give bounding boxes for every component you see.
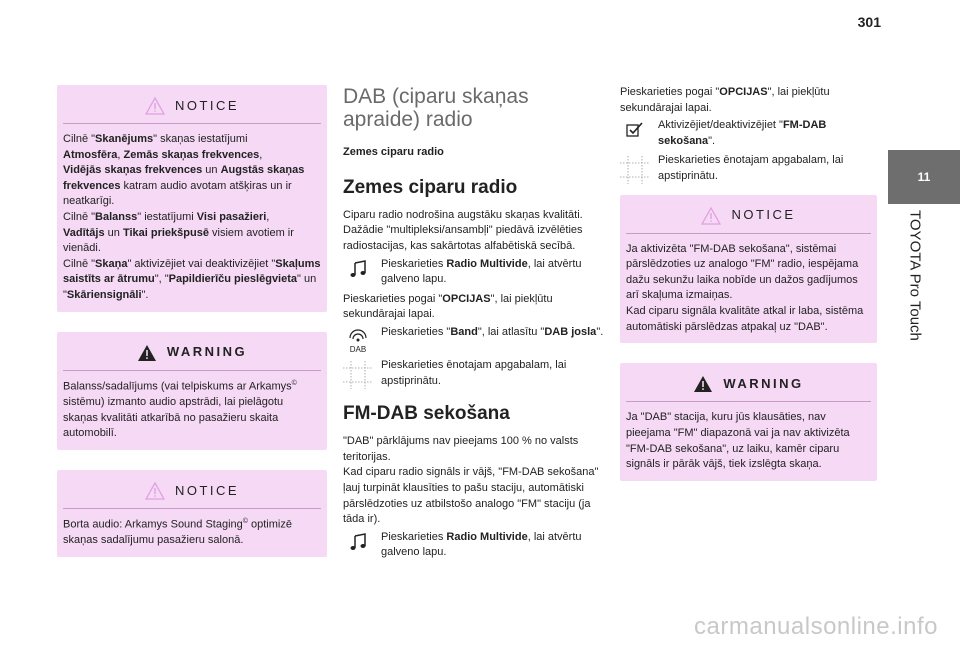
step-text: Pieskarieties Radio Multivide, lai atvērtu galveno lapu. <box>381 257 582 286</box>
notice-text: Ja aktivizēta "FM-DAB sekošana", sistēmai pārslēdzoties uz analogo "FM" radio, iespējama dažu sekunžu laika nobīde un dažos gadījumos arī skaļuma izmaiņas. <box>626 242 859 302</box>
notice-triangle-icon <box>701 207 721 225</box>
music-note-icon <box>349 533 367 551</box>
warning-header <box>63 340 321 371</box>
checkbox-icon <box>626 121 644 137</box>
side-title <box>879 210 951 380</box>
side-title-text: TOYOTA Pro Touch <box>906 210 924 341</box>
warning-box-2 <box>620 363 877 480</box>
dab-radio-icon <box>344 328 372 354</box>
column-right <box>620 85 877 501</box>
chapter-tab: 11 <box>888 150 960 204</box>
warning-label: WARNING <box>166 344 248 360</box>
notice-text: Borta audio: Arkamys Sound Staging© optimizē skaņas sadalījumu pasažieru salonā. <box>63 517 292 547</box>
notice-header <box>626 203 871 234</box>
warning-triangle-icon <box>137 344 157 362</box>
step-row <box>343 530 606 561</box>
warning-header <box>626 371 871 402</box>
notice-text: Cilnē "Balanss" iestatījumi Visi pasažieri, Vadītājs un Tikai priekšpusē visiem avotiem ir vienādi. <box>63 211 294 255</box>
step-row <box>620 153 877 184</box>
paragraph: Kad ciparu radio signāls ir vājš, "FM-DAB sekošana" ļauj turpināt klausīties to pašu staciju, automātiski pārslēdzoties uz atbilstošo analogo "FM" staciju (ja tāda ir). <box>343 466 599 526</box>
music-note-icon <box>349 260 367 278</box>
notice-text: Kad ciparu signāla kvalitāte atkal ir laba, sistēma automātiski pārslēdzas atpakaļ uz "DAB". <box>626 305 864 333</box>
notice-label: NOTICE <box>174 97 240 113</box>
warning-box <box>57 332 327 450</box>
warning-triangle-icon <box>693 375 713 393</box>
step-text: Pieskarieties "Band", lai atlasītu "DAB josla". <box>381 326 604 339</box>
step-row <box>343 358 606 389</box>
heading-fmdab: FM-DAB sekošana <box>343 403 510 425</box>
column-middle <box>343 85 606 565</box>
notice-text: Cilnē "Skanējums" skaņas iestatījumi Atmosfēra, Zemās skaņas frekvences, Vidējās skaņas frekvences un Augstās skaņas frekvences katram audio avotam atšķiras un ir neatkarīgi. <box>63 133 305 208</box>
section-subtitle: Zemes ciparu radio <box>343 146 444 159</box>
notice-header <box>63 478 321 509</box>
notice-box-1 <box>57 85 327 312</box>
page-number: 301 <box>857 14 881 30</box>
paragraph: Pieskarieties pogai "OPCIJAS", lai piekļūtu sekundārajai lapai. <box>620 86 830 114</box>
notice-triangle-icon <box>145 482 165 500</box>
step-row <box>343 325 606 354</box>
paragraph: Ciparu radio nodrošina augstāku skaņas kvalitāti. <box>343 208 583 221</box>
notice-box-2 <box>57 470 327 557</box>
paragraph: Dažādie "multipleksi/ansambļi" piedāvā izvēlēties radiostacijas, kas sakārtotas alfabētiskā secībā. <box>343 224 583 252</box>
step-text: Pieskarieties ēnotajam apgabalam, lai apstiprinātu. <box>658 154 844 183</box>
warning-label: WARNING <box>723 376 804 392</box>
notice-text: Cilnē "Skaņa" aktivizējiet vai deaktivizējiet "Skaļums saistīts ar ātrumu", "Papildierīču pieslēgvieta" un "Skāriensignāli". <box>63 257 321 302</box>
notice-box-3 <box>620 195 877 344</box>
watermark: carmanualsonline.info <box>694 613 938 640</box>
shaded-area-icon <box>343 361 373 389</box>
column-left <box>57 85 327 577</box>
shaded-area-icon <box>620 156 650 184</box>
step-row <box>620 118 877 149</box>
notice-header <box>63 93 321 124</box>
step-text: Aktivizējiet/deaktivizējiet "FM-DAB sekošana". <box>658 119 827 147</box>
warning-text: Balanss/sadalījums (vai telpiskums ar Arkamys© sistēmu) izmanto audio apstrādi, lai pielāgotu skaņas kvalitāti atkarībā no pasažieru skaita automobilī. <box>63 379 297 440</box>
paragraph: Pieskarieties pogai "OPCIJAS", lai piekļūtu sekundārajai lapai. <box>343 292 553 321</box>
step-row <box>343 257 606 288</box>
paragraph: "DAB" pārklājums nav pieejams 100 % no valsts teritorijas. <box>343 435 579 463</box>
heading-terrestrial: Zemes ciparu radio <box>343 176 518 198</box>
notice-label: NOTICE <box>174 482 240 498</box>
warning-text: Ja "DAB" stacija, kuru jūs klausāties, nav pieejama "FM" diapazonā vai ja nav aktivizēta "FM-DAB sekošana", uz laiku, kamēr ciparu signāls ir pārāk vājš, tiek izslēgta skaņa. <box>626 411 850 471</box>
svg-text:DAB: DAB <box>349 345 367 355</box>
step-text: Pieskarieties ēnotajam apgabalam, lai apstiprinātu. <box>381 359 567 387</box>
notice-triangle-icon <box>145 97 165 115</box>
step-text: Pieskarieties Radio Multivide, lai atvērtu galveno lapu. <box>381 530 582 559</box>
notice-label: NOTICE <box>731 207 796 223</box>
section-title: DAB (ciparu skaņas apraide) radio <box>343 85 529 132</box>
